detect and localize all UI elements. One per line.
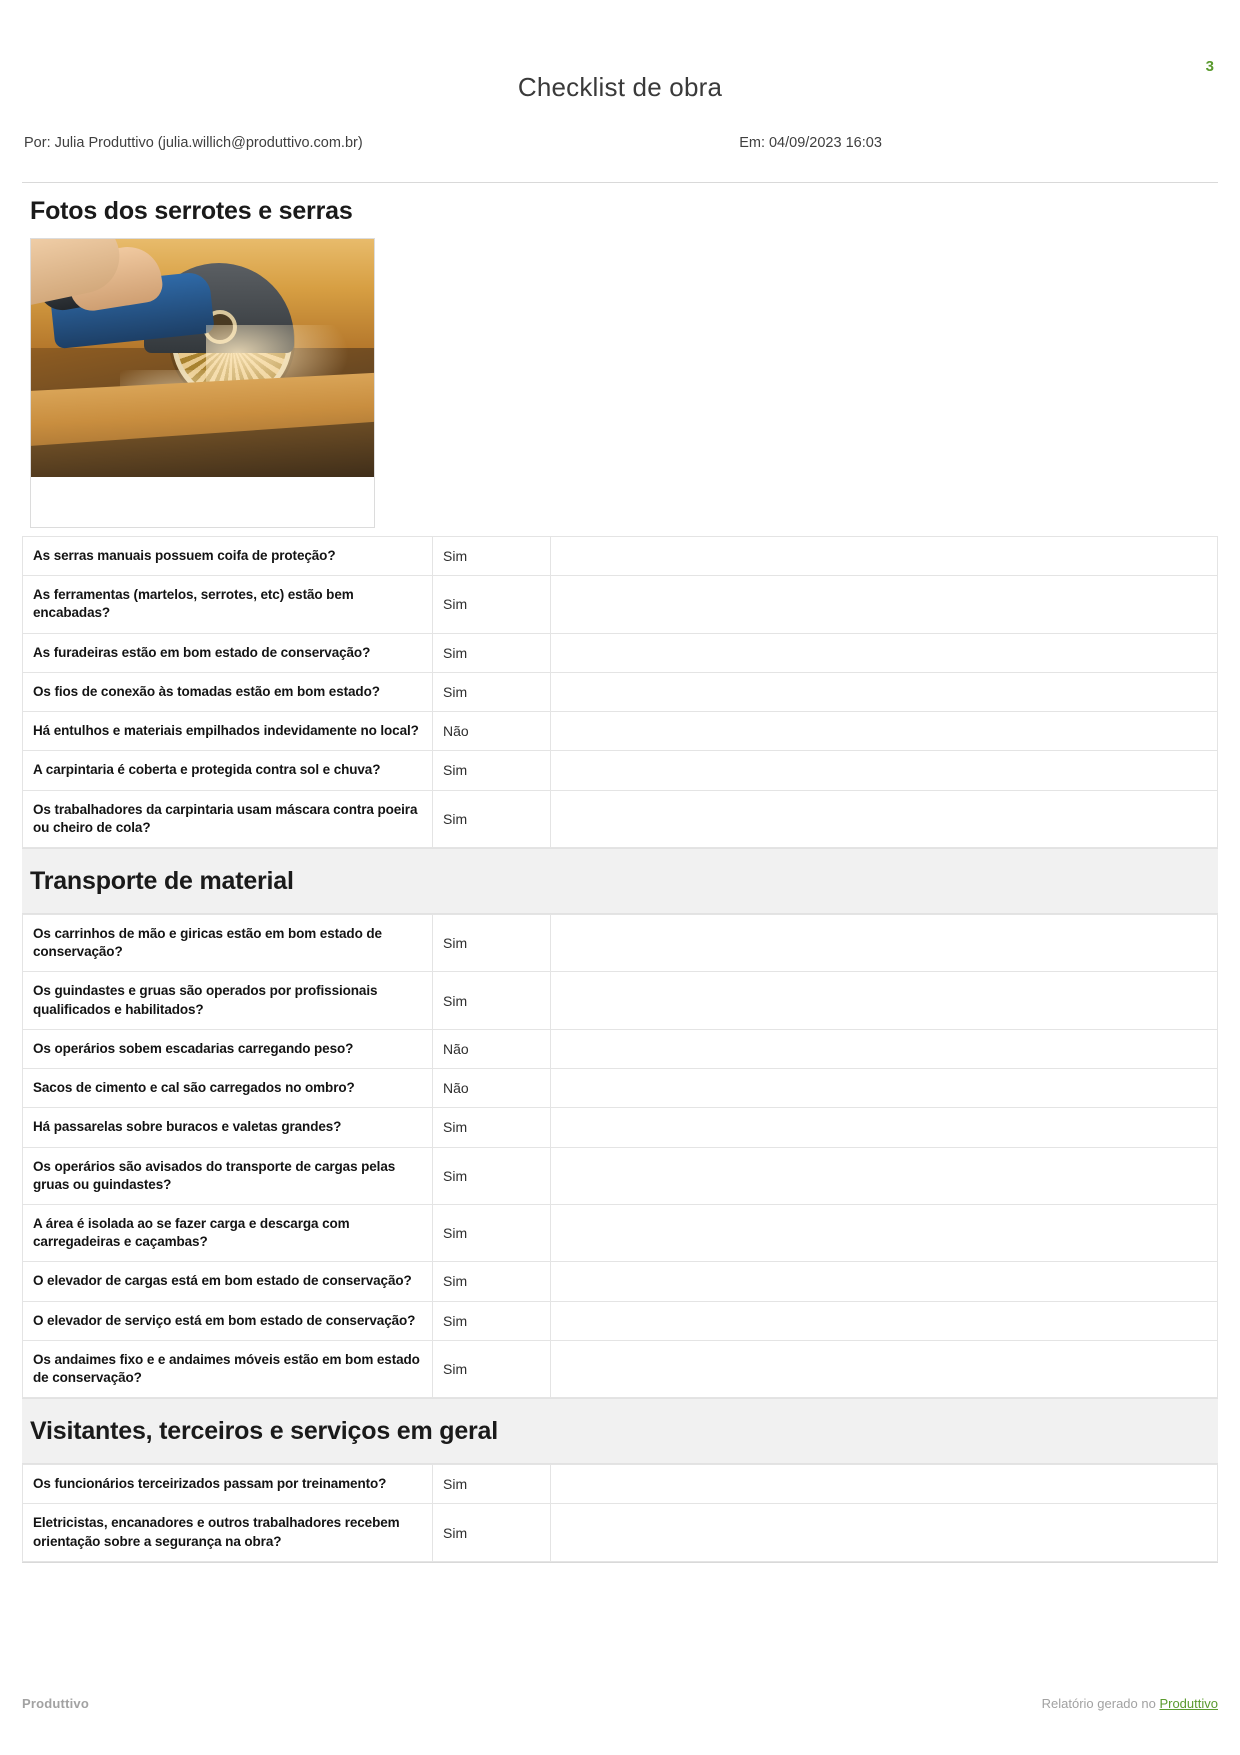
table-row [23, 1108, 1218, 1147]
table-row [23, 1029, 1218, 1068]
question-note [551, 1108, 1218, 1147]
table-row [23, 537, 1218, 576]
question-note [551, 1069, 1218, 1108]
question-note [551, 672, 1218, 711]
question-label: Eletricistas, encanadores e outros trabalhadores recebem orientação sobre a segurança na obra? [23, 1504, 433, 1561]
table-row [23, 1504, 1218, 1561]
question-label: Os funcionários terceirizados passam por treinamento? [23, 1465, 433, 1504]
table-row [23, 1069, 1218, 1108]
question-label: As serras manuais possuem coifa de proteção? [23, 537, 433, 576]
question-answer: Sim [433, 972, 551, 1029]
section-title: Fotos dos serrotes e serras [30, 197, 353, 225]
table-row [23, 1204, 1218, 1261]
table-row [23, 712, 1218, 751]
question-label: Os trabalhadores da carpintaria usam máscara contra poeira ou cheiro de cola? [23, 790, 433, 847]
question-label: A área é isolada ao se fazer carga e descarga com carregadeiras e caçambas? [23, 1204, 433, 1261]
table-row [23, 790, 1218, 847]
question-label: O elevador de cargas está em bom estado de conservação? [23, 1262, 433, 1301]
question-note [551, 790, 1218, 847]
table-row [23, 1465, 1218, 1504]
question-answer: Não [433, 1029, 551, 1068]
table-row [23, 1301, 1218, 1340]
question-note [551, 1262, 1218, 1301]
question-answer: Sim [433, 1108, 551, 1147]
question-label: As ferramentas (martelos, serrotes, etc) estão bem encabadas? [23, 576, 433, 633]
table-row [23, 972, 1218, 1029]
meta-date: Em: 04/09/2023 16:03 [739, 135, 882, 151]
photo-block [22, 238, 1218, 536]
question-note [551, 1465, 1218, 1504]
question-note [551, 1504, 1218, 1561]
question-answer: Sim [433, 672, 551, 711]
question-answer: Sim [433, 1204, 551, 1261]
question-answer: Sim [433, 576, 551, 633]
question-label: O elevador de serviço está em bom estado de conservação? [23, 1301, 433, 1340]
table-row [23, 633, 1218, 672]
question-note [551, 1301, 1218, 1340]
question-answer: Sim [433, 1262, 551, 1301]
question-note [551, 537, 1218, 576]
question-label: Os operários são avisados do transporte de cargas pelas gruas ou guindastes? [23, 1147, 433, 1204]
table-row [23, 751, 1218, 790]
table-row [23, 1147, 1218, 1204]
question-answer: Não [433, 1069, 551, 1108]
question-answer: Sim [433, 790, 551, 847]
question-answer: Sim [433, 1504, 551, 1561]
page-footer [22, 1696, 1218, 1711]
footer-generated-note [1042, 1696, 1218, 1711]
question-label: Os fios de conexão às tomadas estão em bom estado? [23, 672, 433, 711]
question-label: Os carrinhos de mão e giricas estão em bom estado de conservação? [23, 914, 433, 971]
question-label: Há entulhos e materiais empilhados indevidamente no local? [23, 712, 433, 751]
table-row [23, 1262, 1218, 1301]
table-row [23, 1340, 1218, 1397]
question-note [551, 751, 1218, 790]
question-note [551, 1147, 1218, 1204]
checklist-section [22, 848, 1218, 1398]
page-number: 3 [1205, 58, 1214, 75]
table-row [23, 914, 1218, 971]
question-note [551, 914, 1218, 971]
footer-brand: Produttivo [22, 1696, 89, 1711]
document-meta [22, 135, 1218, 151]
footer-produttivo-link[interactable]: Produttivo [1159, 1696, 1218, 1711]
photo-frame [30, 238, 375, 528]
question-note [551, 1204, 1218, 1261]
question-answer: Sim [433, 1147, 551, 1204]
checklist-table [22, 1464, 1218, 1562]
question-label: Há passarelas sobre buracos e valetas grandes? [23, 1108, 433, 1147]
section-title: Visitantes, terceiros e serviços em geral [22, 1398, 1218, 1464]
checklist-table [22, 914, 1218, 1398]
table-row [23, 672, 1218, 711]
question-label: A carpintaria é coberta e protegida contra sol e chuva? [23, 751, 433, 790]
checklist-section [22, 183, 1218, 848]
question-label: Sacos de cimento e cal são carregados no ombro? [23, 1069, 433, 1108]
question-answer: Sim [433, 1340, 551, 1397]
section-title: Transporte de material [22, 848, 1218, 914]
question-note [551, 1029, 1218, 1068]
question-label: Os guindastes e gruas são operados por profissionais qualificados e habilitados? [23, 972, 433, 1029]
question-answer: Sim [433, 1301, 551, 1340]
question-answer: Sim [433, 1465, 551, 1504]
table-row [23, 576, 1218, 633]
checklist-section [22, 1398, 1218, 1562]
question-label: Os andaimes fixo e e andaimes móveis estão em bom estado de conservação? [23, 1340, 433, 1397]
question-answer: Sim [433, 537, 551, 576]
photo-caption-area [31, 477, 374, 527]
checklist-table [22, 536, 1218, 848]
question-note [551, 972, 1218, 1029]
checklist-content [22, 182, 1218, 1563]
page-title: Checklist de obra [517, 72, 723, 102]
question-note [551, 576, 1218, 633]
question-answer: Sim [433, 914, 551, 971]
meta-author: Por: Julia Produttivo (julia.willich@produttivo.com.br) [24, 135, 363, 151]
question-note [551, 712, 1218, 751]
circular-saw-cutting-wood-photo [31, 239, 374, 477]
question-label: Os operários sobem escadarias carregando peso? [23, 1029, 433, 1068]
question-answer: Sim [433, 751, 551, 790]
question-note [551, 1340, 1218, 1397]
question-answer: Não [433, 712, 551, 751]
question-note [551, 633, 1218, 672]
footer-generated-prefix: Relatório gerado no [1041, 1696, 1160, 1711]
question-answer: Sim [433, 633, 551, 672]
question-label: As furadeiras estão em bom estado de conservação? [23, 633, 433, 672]
